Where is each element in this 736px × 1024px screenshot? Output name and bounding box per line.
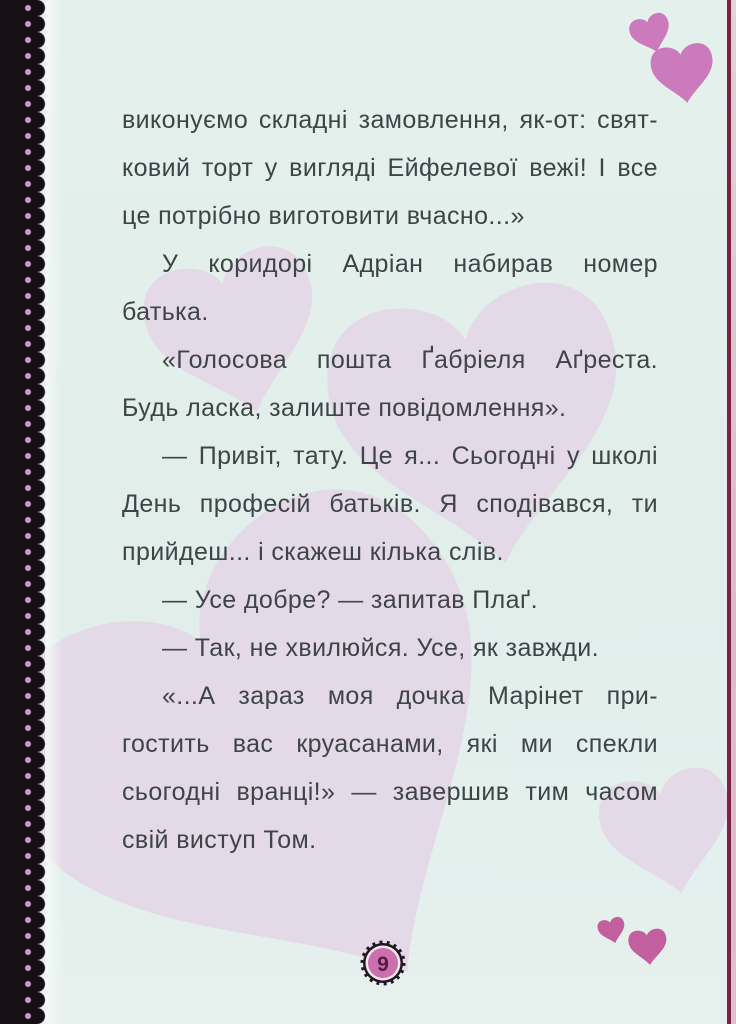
text-line: — Привіт, тату. Це я... Сьогодні у школі <box>162 442 658 470</box>
page-number-badge <box>355 935 411 991</box>
page-edge-strip <box>731 0 736 1024</box>
book-binding-edge <box>0 0 37 1024</box>
text-line: гостить вас круасанами, які ми спекли <box>122 730 658 758</box>
heart-icon <box>596 915 628 946</box>
text-line: це потрібно виготовити вчасно...» <box>122 202 525 230</box>
text-line: ковий торт у вигляді Ейфелевої вежі! І все <box>122 154 658 182</box>
text-line: «...А зараз моя дочка Марінет при- <box>162 682 658 710</box>
text-line: виконуємо складні замовлення, як-от: свят- <box>122 106 658 134</box>
heart-icon <box>627 928 668 967</box>
story-text <box>122 96 658 864</box>
text-line: День професій батьків. Я сподівався, ти <box>122 490 658 518</box>
text-line: свій виступ Том. <box>122 826 317 854</box>
text-line: — Усе добре? — запитав Плаґ. <box>162 586 538 614</box>
text-line: «Голосова пошта Ґабріеля Аґреста. <box>162 346 658 374</box>
heart-icon <box>649 41 718 107</box>
text-line: — Так, не хвилюйся. Усе, як завжди. <box>162 634 599 662</box>
text-line: прийдеш... і скажеш кілька слів. <box>122 538 504 566</box>
page-fold-highlight <box>45 0 71 1024</box>
text-line: У коридорі Адріан набирав номер <box>162 250 658 278</box>
text-line: Будь ласка, залиште повідомлення». <box>122 394 567 422</box>
text-line: батька. <box>122 298 209 326</box>
page-number: 9 <box>377 953 389 976</box>
text-line: сьогодні вранці!» — завершив тим часом <box>122 778 658 806</box>
